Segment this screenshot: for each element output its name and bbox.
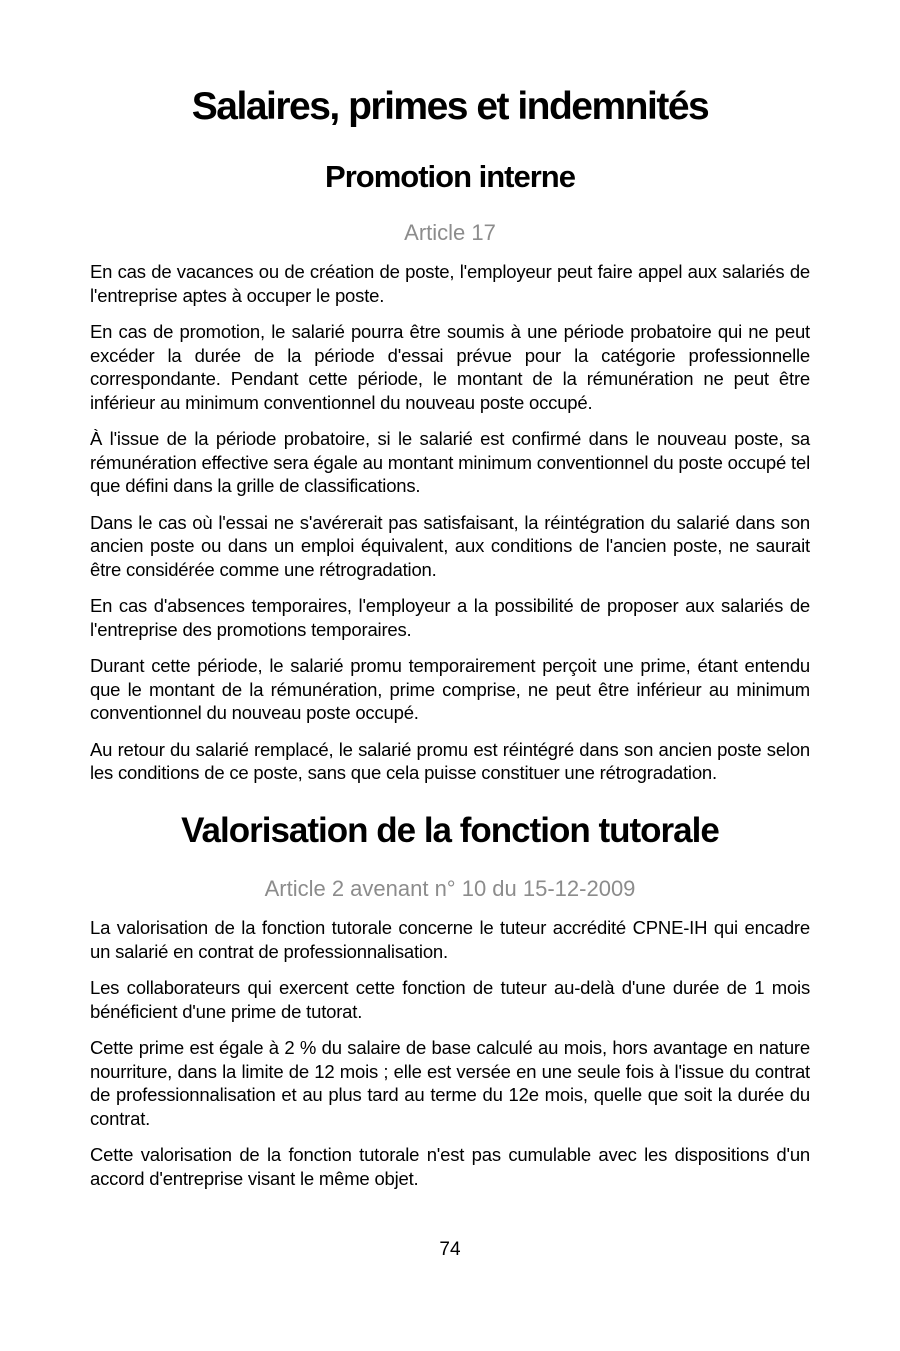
paragraph: Dans le cas où l'essai ne s'avérerait pas satisfaisant, la réintégration du salarié dans son ancien poste ou dans un emploi équivalent, aux conditions de l'ancien poste, ne saurait être considérée comme une rétrogradation. <box>90 511 810 580</box>
page-title: Salaires, primes et indemnités <box>191 85 709 128</box>
paragraph: Cette valorisation de la fonction tutorale n'est pas cumulable avec les dispositions d'un accord d'entreprise visant le même objet. <box>90 1144 810 1189</box>
article-subheading-avenant-10: Article 2 avenant n° 10 du 15-12-2009 <box>264 876 636 902</box>
paragraph: La valorisation de la fonction tutorale concerne le tuteur accrédité CPNE-IH qui encadre un salarié en contrat de professionnalisation. <box>90 917 810 962</box>
page-number: 74 <box>439 1239 461 1260</box>
paragraph: Cette prime est égale à 2 % du salaire de base calculé au mois, hors avantage en nature nourriture, dans la limite de 12 mois ; elle est versée en une seule fois à l'issue du contrat de professionnalisation et au plus tard au terme du 12e mois, quelle que soit la durée du contrat. <box>90 1037 810 1129</box>
paragraph: Durant cette période, le salarié promu temporairement perçoit une prime, étant entendu que le montant de la rémunération, prime comprise, ne peut être inférieur au minimum conventionnel du nouveau poste occupé. <box>90 655 810 724</box>
paragraph: Les collaborateurs qui exercent cette fonction de tuteur au-delà d'une durée de 1 mois bénéficient d'une prime de tutorat. <box>90 977 810 1022</box>
section-heading-valorisation-tutorale: Valorisation de la fonction tutorale <box>181 810 719 850</box>
paragraph: À l'issue de la période probatoire, si le salarié est confirmé dans le nouveau poste, sa rémunération effective sera égale au montant minimum conventionnel du poste occupé tel que défini dans la grille de classifications. <box>90 428 810 497</box>
paragraph: En cas de promotion, le salarié pourra être soumis à une période probatoire qui ne peut excéder la durée de la période d'essai prévue pour la catégorie professionnelle correspondante. Pendant cette période, le montant de la rémunération ne peut être inférieur au minimum conventionnel du nouveau poste occupé. <box>90 321 810 413</box>
paragraph: En cas de vacances ou de création de poste, l'employeur peut faire appel aux salariés de l'entreprise aptes à occuper le poste. <box>90 261 810 306</box>
section2-body <box>90 916 810 1190</box>
section-heading-promotion-interne: Promotion interne <box>325 158 575 194</box>
paragraph: Au retour du salarié remplacé, le salarié promu est réintégré dans son ancien poste selon les conditions de ce poste, sans que cela puisse constituer une rétrogradation. <box>90 738 810 784</box>
section1-body <box>90 260 810 785</box>
paragraph: En cas d'absences temporaires, l'employeur a la possibilité de proposer aux salariés de l'entreprise des promotions temporaires. <box>90 595 810 640</box>
article-subheading-17: Article 17 <box>404 219 496 245</box>
